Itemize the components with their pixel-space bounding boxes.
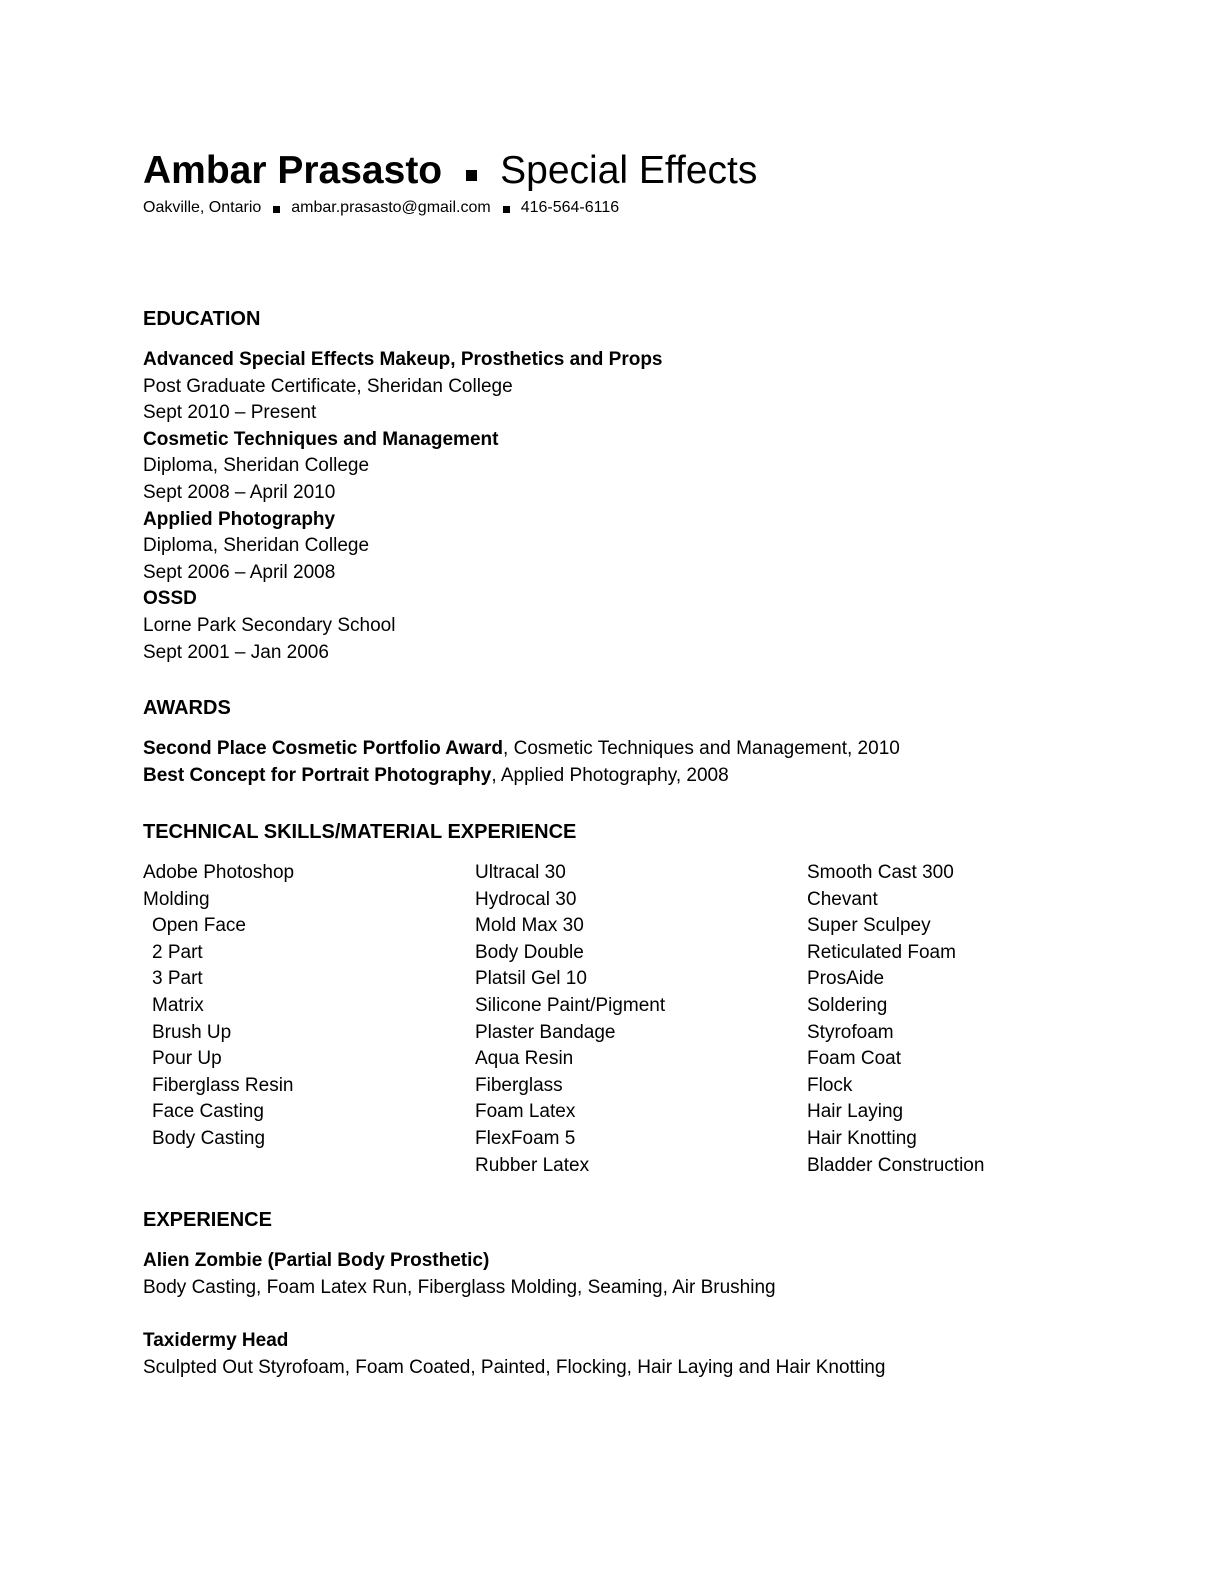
applicant-name: Ambar Prasasto <box>143 149 443 192</box>
skill-subitem: Face Casting <box>152 1101 264 1123</box>
skill-item: Reticulated Foam <box>807 941 956 963</box>
experience-project: Alien Zombie (Partial Body Prosthetic) <box>143 1250 490 1271</box>
skill-item: Plaster Bandage <box>475 1021 616 1043</box>
skill-subitem: 3 Part <box>152 968 203 990</box>
skill-subitem: Fiberglass Resin <box>152 1074 294 1096</box>
skill-item: Molding <box>143 888 210 910</box>
skill-item: Fiberglass <box>475 1074 563 1096</box>
skill-item: Silicone Paint/Pigment <box>475 994 666 1016</box>
education-heading: EDUCATION <box>143 308 261 330</box>
skill-item: Styrofoam <box>807 1021 894 1043</box>
education-dates: Sept 2001 – Jan 2006 <box>143 641 329 663</box>
contact-line <box>143 196 1083 220</box>
education-dates: Sept 2006 – April 2008 <box>143 561 336 583</box>
education-credential: Diploma, Sheridan College <box>143 455 370 477</box>
skill-subitem: Pour Up <box>152 1048 222 1070</box>
skill-item: Hydrocal 30 <box>475 888 577 910</box>
education-credential: Post Graduate Certificate, Sheridan College <box>143 375 513 397</box>
skill-subitem: 2 Part <box>152 941 203 963</box>
skill-item: Chevant <box>807 888 878 910</box>
skill-item: Adobe Photoshop <box>143 862 295 883</box>
phone: 416-564-6116 <box>520 199 620 216</box>
awards-section <box>143 694 1083 789</box>
experience-tasks: Body Casting, Foam Latex Run, Fiberglass Molding, Seaming, Air Brushing <box>143 1276 776 1298</box>
job-title: Special Effects <box>500 149 758 192</box>
skill-item: Ultracal 30 <box>475 862 566 883</box>
experience-tasks: Sculpted Out Styrofoam, Foam Coated, Painted, Flocking, Hair Laying and Hair Knotting <box>143 1356 886 1378</box>
award-item <box>143 763 1083 790</box>
education-list <box>143 347 1083 666</box>
resume-page <box>143 148 1083 1378</box>
award-name: Second Place Cosmetic Portfolio Award <box>143 738 504 759</box>
email: ambar.prasasto@gmail.com <box>291 199 491 216</box>
skill-item: Rubber Latex <box>475 1154 590 1176</box>
education-program: Applied Photography <box>143 508 336 530</box>
education-credential: Lorne Park Secondary School <box>143 614 396 636</box>
skill-item: Foam Latex <box>475 1101 576 1123</box>
awards-heading: AWARDS <box>143 697 231 719</box>
skills-columns <box>143 860 1083 1179</box>
skill-item: Super Sculpey <box>807 915 931 937</box>
skill-item: FlexFoam 5 <box>475 1127 576 1149</box>
skill-item: Flock <box>807 1074 853 1096</box>
experience-section <box>143 1206 1083 1381</box>
skills-section <box>143 818 1083 1179</box>
skill-item: Smooth Cast 300 <box>807 862 954 883</box>
skills-heading: TECHNICAL SKILLS/MATERIAL EXPERIENCE <box>143 821 577 843</box>
name-title-line <box>143 148 1083 194</box>
awards-list <box>143 736 1083 789</box>
education-credential: Diploma, Sheridan College <box>143 535 370 557</box>
education-dates: Sept 2010 – Present <box>143 402 317 424</box>
separator-square-icon <box>273 206 280 213</box>
skill-item: Aqua Resin <box>475 1048 574 1070</box>
experience-project: Taxidermy Head <box>143 1330 289 1352</box>
education-dates: Sept 2008 – April 2010 <box>143 481 336 503</box>
skill-item: Platsil Gel 10 <box>475 968 587 990</box>
education-program: Advanced Special Effects Makeup, Prosthetics and Props <box>143 349 663 370</box>
award-name: Best Concept for Portrait Photography <box>143 764 492 786</box>
education-program: Cosmetic Techniques and Management <box>143 428 499 450</box>
separator-square-icon <box>466 170 477 181</box>
skill-item: Mold Max 30 <box>475 915 584 937</box>
location: Oakville, Ontario <box>143 199 262 216</box>
skill-item: ProsAide <box>807 968 885 990</box>
skill-item: Foam Coat <box>807 1048 901 1070</box>
award-detail: , Applied Photography, 2008 <box>491 764 729 786</box>
skills-column-1 <box>143 860 475 1179</box>
skill-item: Soldering <box>807 994 888 1016</box>
skill-subitem: Matrix <box>152 994 204 1016</box>
skill-item: Bladder Construction <box>807 1154 985 1176</box>
education-program: OSSD <box>143 588 197 610</box>
experience-item <box>143 1328 1083 1381</box>
skill-item: Hair Laying <box>807 1101 904 1123</box>
skills-column-2 <box>475 860 807 1179</box>
skill-subitem: Open Face <box>152 915 246 937</box>
education-section <box>143 305 1083 666</box>
skill-subitem: Brush Up <box>152 1021 232 1043</box>
skill-subitem: Body Casting <box>152 1127 266 1149</box>
experience-heading: EXPERIENCE <box>143 1209 272 1231</box>
skill-item: Body Double <box>475 941 584 963</box>
skills-column-3 <box>807 860 1139 1179</box>
skill-item: Hair Knotting <box>807 1127 917 1149</box>
separator-square-icon <box>503 206 510 213</box>
award-item <box>143 736 1083 763</box>
award-detail: , Cosmetic Techniques and Management, 2010 <box>503 738 900 759</box>
experience-item <box>143 1248 1083 1301</box>
